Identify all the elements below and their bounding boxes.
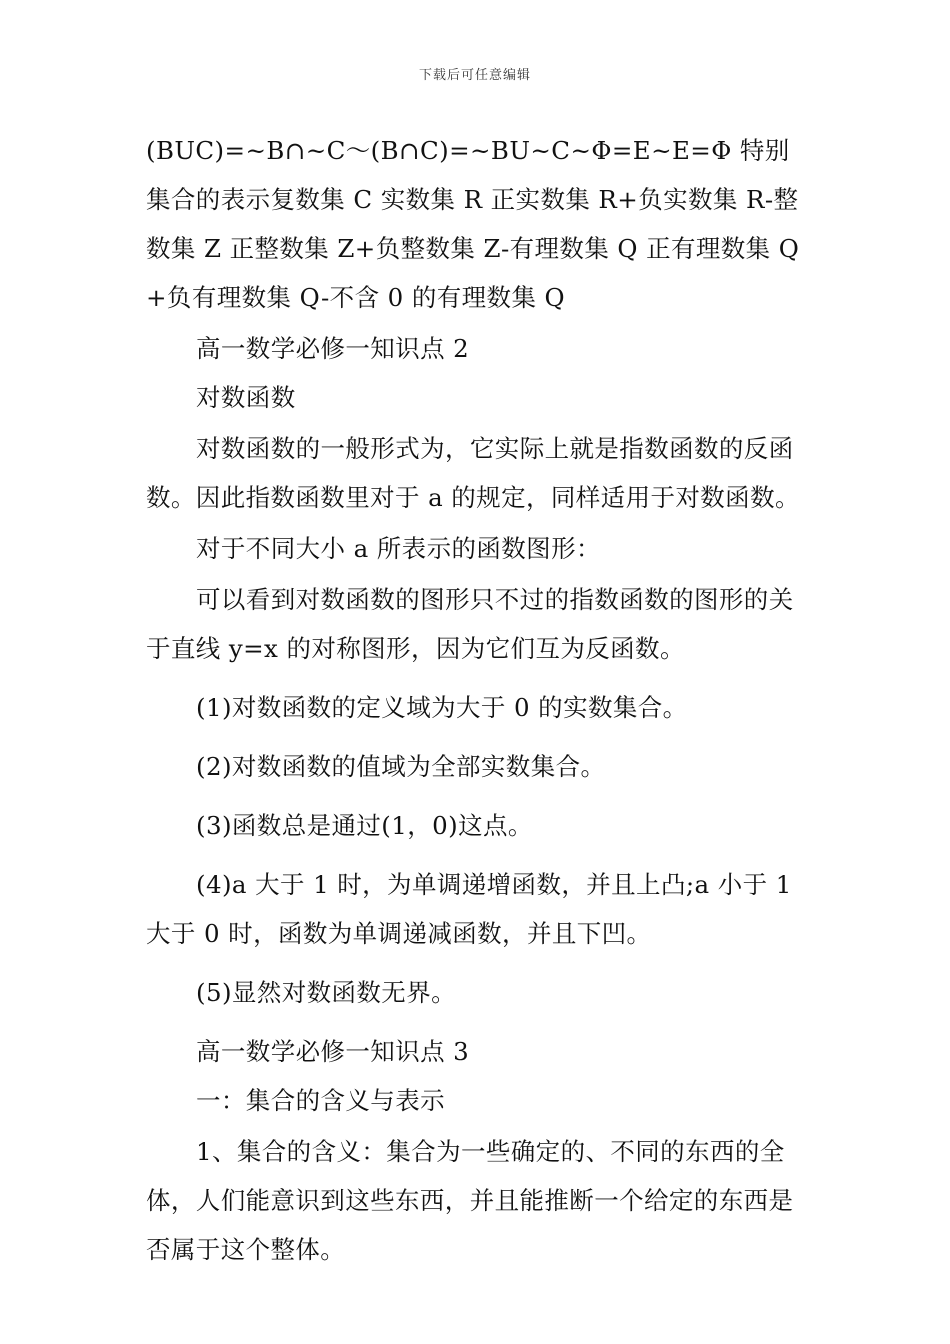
paragraph-log-graphs: 对于不同大小 a 所表示的函数图形：	[196, 534, 601, 563]
property-2: (2)对数函数的值域为全部实数集合。	[196, 752, 606, 781]
property-3: (3)函数总是通过(1，0)这点。	[196, 811, 533, 840]
document-body	[146, 126, 811, 1274]
property-4: (4)a 大于 1 时，为单调递增函数，并且上凸;a 小于 1 大于 0 时，函数为单调递减函数，并且下凹。	[146, 870, 792, 948]
page-header: 下载后可任意编辑	[418, 68, 531, 83]
paragraph-set-meaning: 1、集合的含义：集合为一些确定的、不同的东西的全体，人们能意识到这些东西，并且能推断一个给定的东西是否属于这个整体。	[146, 1137, 794, 1264]
property-5: (5)显然对数函数无界。	[196, 978, 457, 1007]
section-heading-2: 高一数学必修一知识点 2	[196, 334, 470, 363]
paragraph-log-definition: 对数函数的一般形式为，它实际上就是指数函数的反函数。因此指数函数里对于 a 的规定，同样适用于对数函数。	[146, 434, 800, 512]
paragraph-log-symmetry: 可以看到对数函数的图形只不过的指数函数的图形的关于直线 y=x 的对称图形，因为它们互为反函数。	[146, 585, 794, 663]
property-1: (1)对数函数的定义域为大于 0 的实数集合。	[196, 693, 688, 722]
section-heading-3: 高一数学必修一知识点 3	[196, 1037, 470, 1066]
subheading-set-meaning: 一：集合的含义与表示	[196, 1086, 445, 1115]
paragraph-set-notation: (BUC)=~B∩~C～(B∩C)=~BU~C~Φ=E~E=Φ 特别集合的表示复数集 C 实数集 R 正实数集 R+负实数集 R-整数集 Z 正整数集 Z+负整数集 Z-有理数集 Q 正有理数集 Q+负有理数集 Q-不含 0 的有理数集 Q	[146, 136, 800, 312]
subheading-log-function: 对数函数	[196, 383, 296, 412]
